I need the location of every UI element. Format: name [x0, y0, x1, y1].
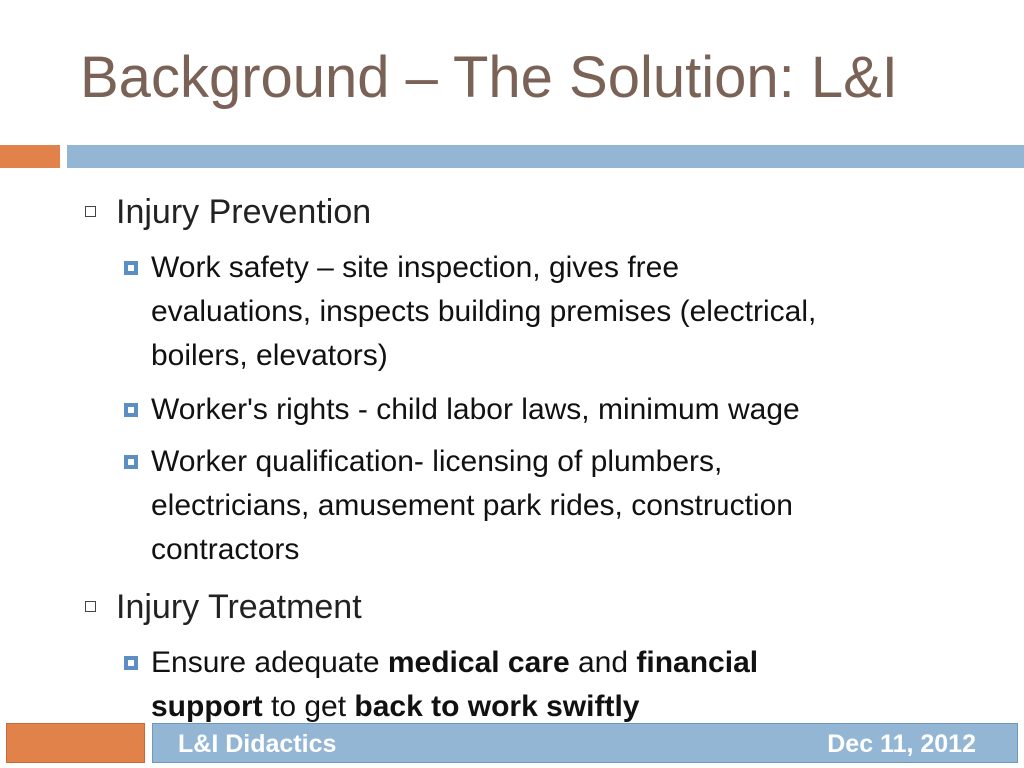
emphasis-financial: financial [636, 646, 759, 679]
square-bullet-icon [124, 261, 138, 275]
list-item-line: Work safety – site inspection, gives free [151, 251, 680, 284]
list-item-line: evaluations, inspects building premises (electrical, [151, 295, 817, 328]
list-item-line: boilers, elevators) [151, 339, 388, 372]
title-accent-orange-bar [0, 145, 60, 168]
emphasis-back-to-work: back to work swiftly [354, 690, 640, 723]
list-item-line: Worker's rights - child labor laws, minimum wage [151, 393, 800, 426]
emphasis-support: support [151, 690, 263, 723]
slide-title: Background – The Solution: L&I [80, 45, 898, 110]
text-run: Ensure adequate [151, 646, 388, 679]
list-item-line [151, 641, 981, 685]
footer-orange-block [6, 723, 145, 763]
square-bullet-icon [124, 403, 138, 417]
hollow-square-bullet-icon [85, 601, 96, 612]
section-label: Injury Prevention [116, 193, 372, 231]
title-accent-blue-bar [67, 145, 1024, 168]
list-item-line: electricians, amusement park rides, construction [151, 489, 793, 522]
text-run: and [569, 646, 637, 679]
square-bullet-icon [124, 656, 138, 670]
footer-date: Dec 11, 2012 [827, 730, 976, 758]
list-item-line: Worker qualification- licensing of plumbers, [151, 445, 723, 478]
square-bullet-icon [124, 455, 138, 469]
footer-title: L&I Didactics [178, 730, 337, 758]
hollow-square-bullet-icon [85, 206, 96, 217]
section-label: Injury Treatment [116, 588, 362, 626]
emphasis-medical-care: medical care [387, 646, 570, 679]
text-run: to get [262, 690, 355, 723]
list-item-line: contractors [151, 533, 300, 566]
